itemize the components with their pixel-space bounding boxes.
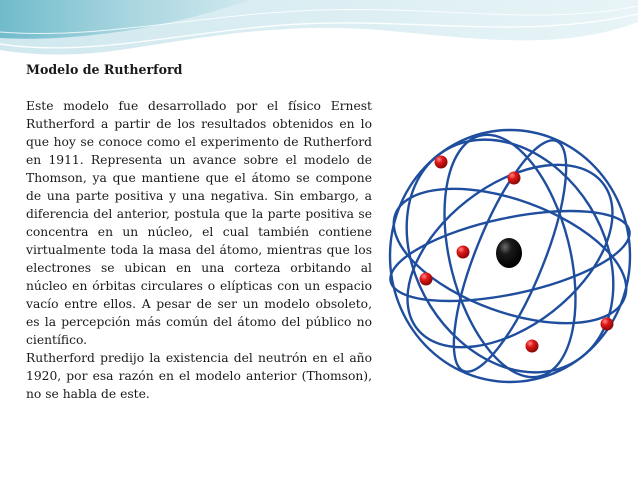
electron	[420, 273, 433, 286]
slide-title: Modelo de Rutherford	[26, 62, 183, 77]
electron	[526, 340, 539, 353]
electron	[508, 172, 521, 185]
body-paragraph-1: Este modelo fue desarrollado por el físico Ernest Rutherford a partir de los resultados obtenidos en lo que hoy se conoce como el experimento de Rutherford en 1911. Representa un avance sobre el modelo de Thomson, ya que mantiene que el átomo se compone de una parte positiva y una negativa. Sin embargo, a diferencia del anterior, postula que la parte positiva se concentra en un núcleo, el cual también contiene virtualmente toda la masa del átomo, mientras que los electrones se ubican en una corteza orbitando al núcleo en órbitas circulares o elípticas con un espacio vacío entre ellos. A pesar de ser un modelo obsoleto, es la percepción más común del átomo del público no científico.	[26, 99, 372, 347]
electron	[457, 246, 470, 259]
electron	[601, 318, 614, 331]
text-content	[26, 61, 372, 403]
rutherford-atom-illustration	[378, 100, 638, 479]
nucleus	[496, 238, 522, 268]
electron	[435, 156, 448, 169]
body-paragraph-2: Rutherford predijo la existencia del neutrón en el año 1920, por esa razón en el modelo anterior (Thomson), no se habla de este.	[26, 351, 372, 401]
